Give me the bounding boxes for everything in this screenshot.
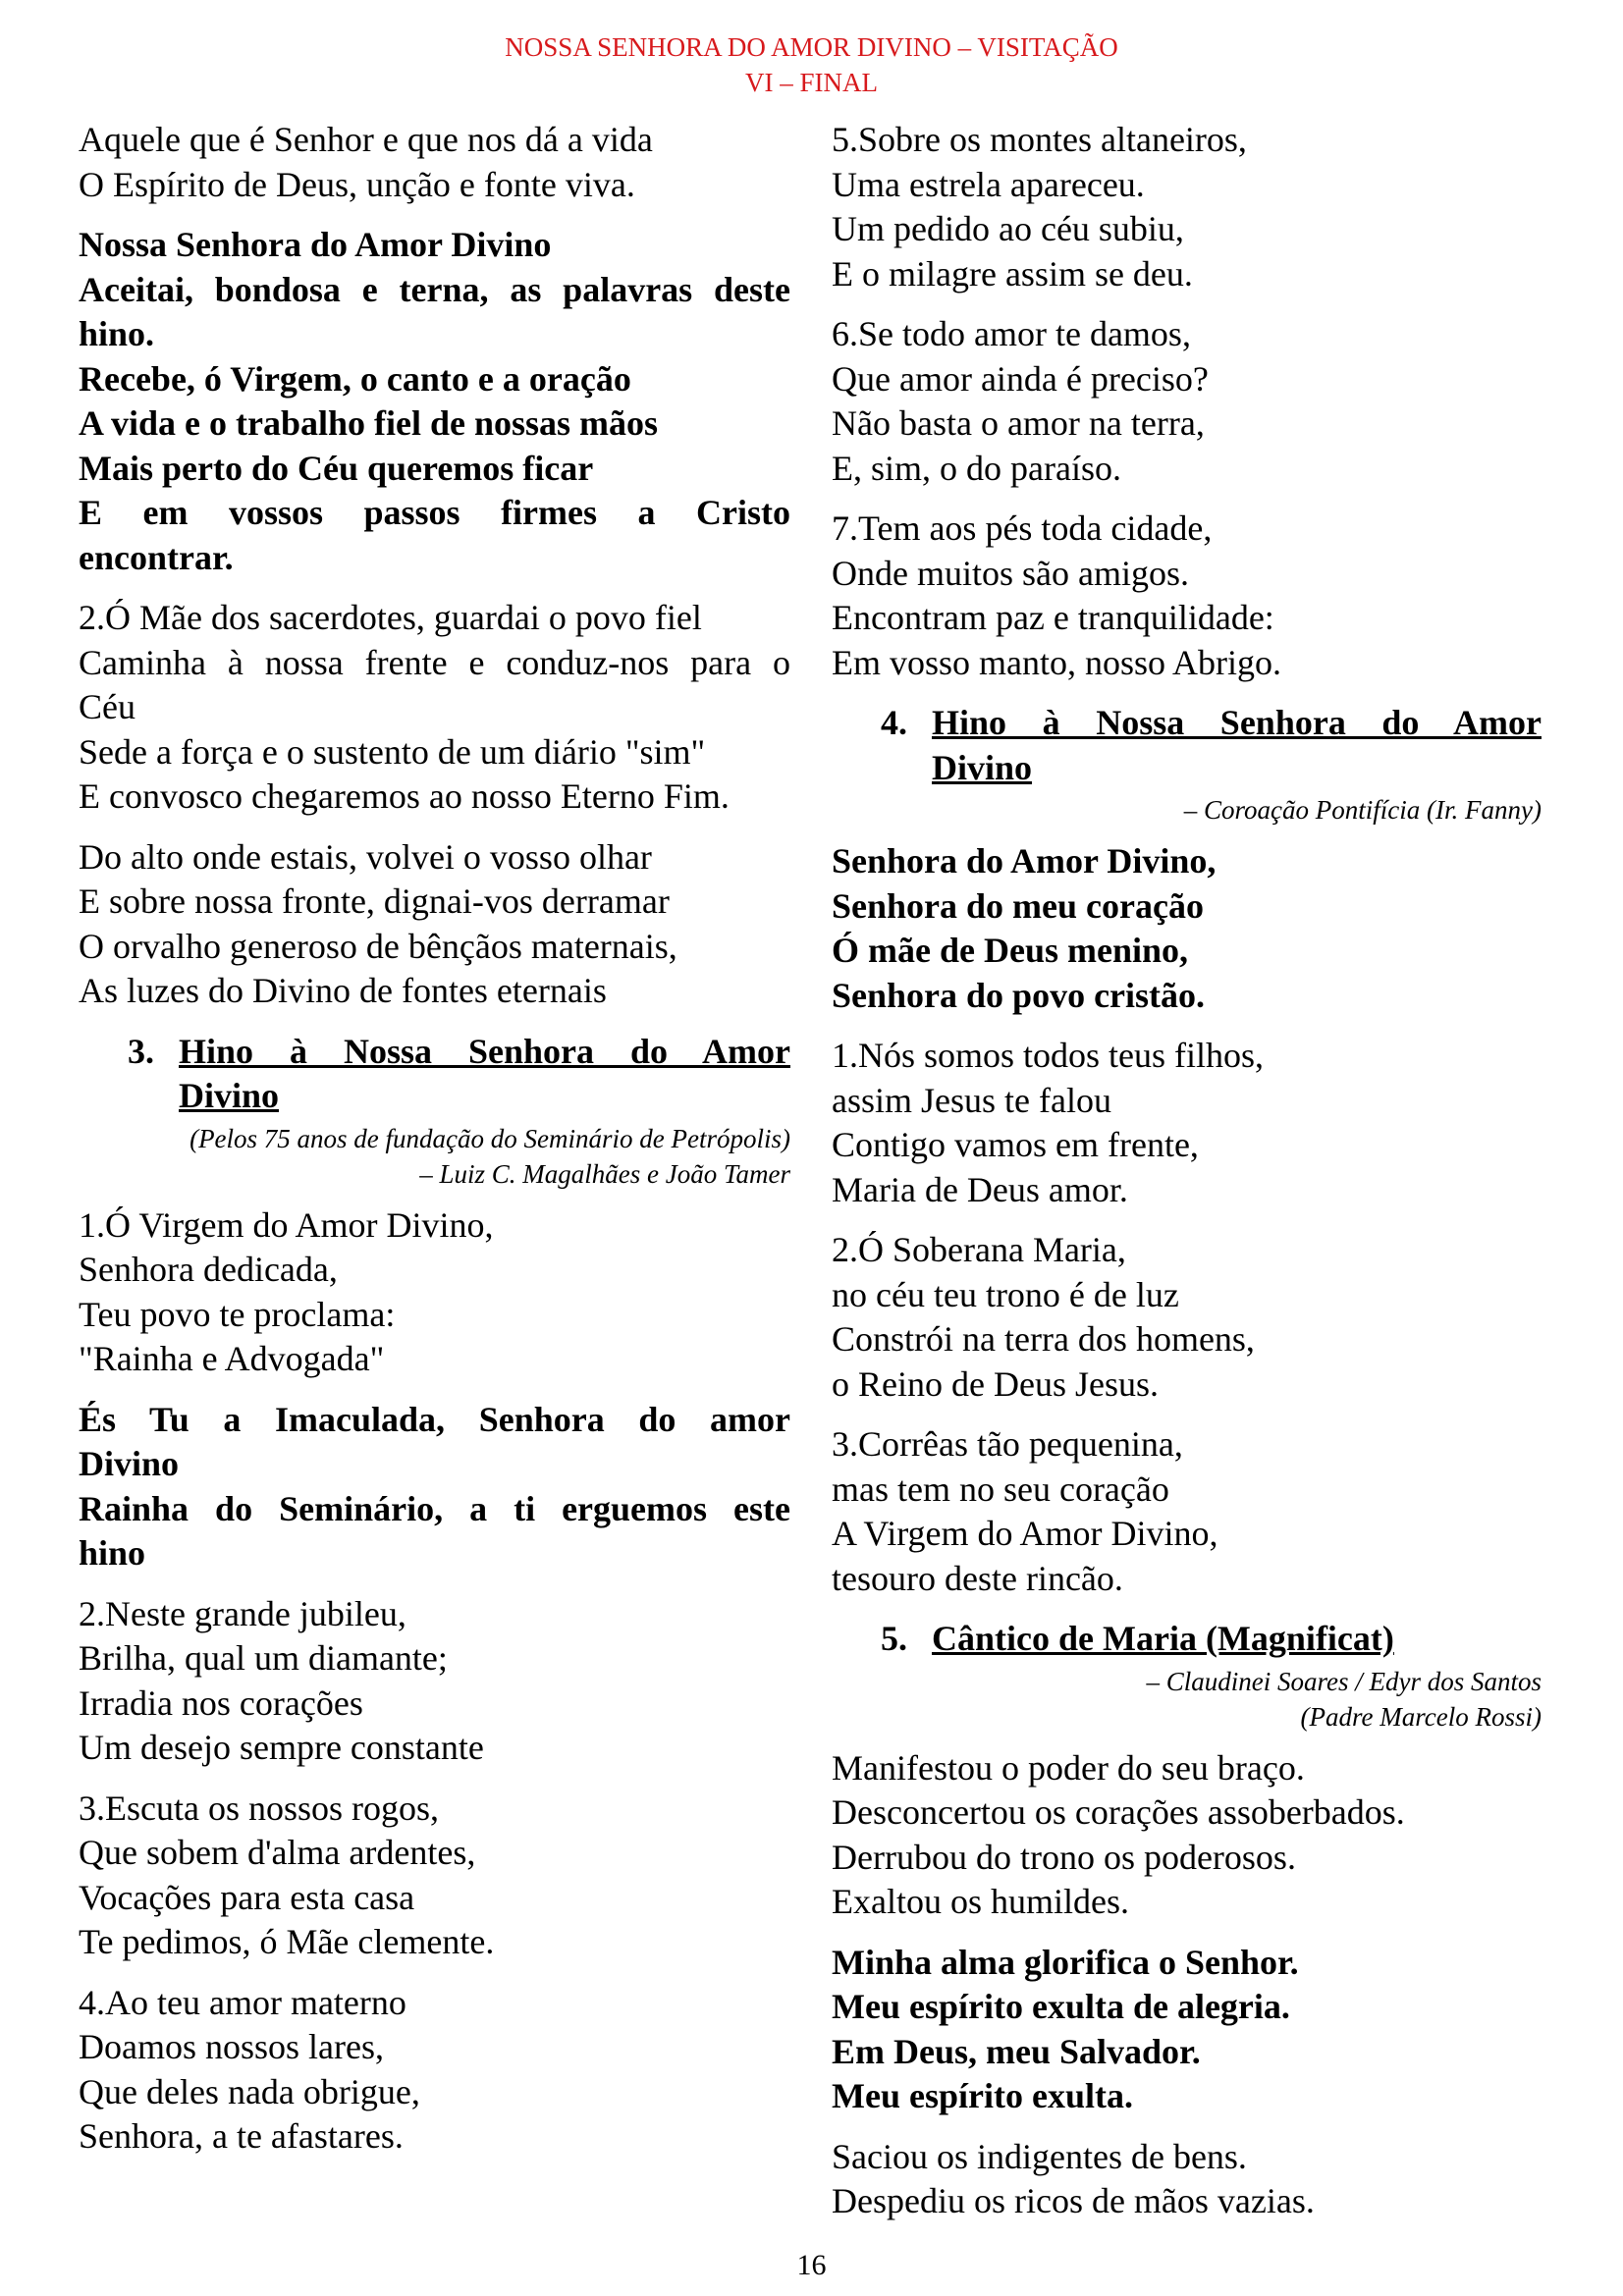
hymn-4-title: [832, 701, 1542, 790]
verse-line: 7.Tem aos pés toda cidade,: [832, 508, 1213, 548]
right-column: [832, 118, 1542, 2240]
verse-line: Caminha à nossa frente e conduz-nos para o: [79, 642, 790, 682]
page-header: [0, 29, 1623, 100]
hymn-title-line: Hino à Nossa Senhora do Amor: [179, 1031, 790, 1071]
stanza: [832, 1034, 1542, 1212]
verse-line: Maria de Deus amor.: [832, 1169, 1128, 1209]
hymn-title-line: Divino: [179, 1076, 280, 1115]
hymn-5-title: [832, 1617, 1542, 1662]
verse-line: 5.Sobre os montes altaneiros,: [832, 120, 1247, 159]
verse-line: no céu teu trono é de luz: [832, 1274, 1179, 1314]
hymn-3-credit: [79, 1121, 790, 1192]
verse-line: Exaltou os humildes.: [832, 1882, 1129, 1921]
stanza: [79, 1981, 790, 2160]
verse-line: Que sobem d'alma ardentes,: [79, 1833, 476, 1872]
verse-line: 6.Se todo amor te damos,: [832, 314, 1191, 353]
refrain-line: Senhora do povo cristão.: [832, 975, 1206, 1015]
verse-line: 4.Ao teu amor materno: [79, 1982, 406, 2022]
stanza: [832, 312, 1542, 491]
verse-line: Senhora dedicada,: [79, 1250, 338, 1289]
left-column: [79, 118, 790, 2175]
verse-line: mas tem no seu coração: [832, 1468, 1169, 1509]
verse-line: Doamos nossos lares,: [79, 2027, 384, 2066]
refrain-line: Recebe, ó Virgem, o canto e a oração: [79, 358, 631, 399]
verse-line: Não basta o amor na terra,: [832, 403, 1205, 443]
verse-line: Teu povo te proclama:: [79, 1294, 396, 1334]
credit-line: (Pelos 75 anos de fundação do Seminário de Petrópolis): [189, 1123, 790, 1153]
credit-line: – Claudinei Soares / Edyr dos Santos: [1146, 1666, 1542, 1696]
verse-line: 1.Nós somos todos teus filhos,: [832, 1036, 1265, 1075]
verse-line: Do alto onde estais, volvei o vosso olhar: [79, 836, 652, 877]
header-subtitle: VI – FINAL: [745, 68, 878, 97]
refrain-line: Nossa Senhora do Amor Divino: [79, 225, 552, 264]
verse-line: "Rainha e Advogada": [79, 1339, 385, 1378]
verse-line: E, sim, o do paraíso.: [832, 448, 1121, 488]
verse-line: E convosco chegaremos ao nosso Eterno Fim.: [79, 776, 730, 816]
refrain-line: hino.: [79, 314, 155, 353]
stanza: [832, 507, 1542, 685]
refrain-line: hino: [79, 1533, 146, 1573]
verse-line: assim Jesus te falou: [832, 1080, 1111, 1120]
hymn-title-line: Hino à Nossa Senhora do Amor: [932, 703, 1542, 742]
stanza: [79, 118, 790, 207]
verse-line: Céu: [79, 687, 135, 726]
verse-line: 2.Ó Mãe dos sacerdotes, guardai o povo fiel: [79, 598, 702, 637]
verse-line: Contigo vamos em frente,: [832, 1125, 1199, 1164]
stanza: [79, 596, 790, 820]
header-title: NOSSA SENHORA DO AMOR DIVINO – VISITAÇÃO: [505, 32, 1118, 62]
verse-line: Aquele que é Senhor e que nos dá a vida: [79, 120, 653, 159]
refrain-line: Aceitai, bondosa e terna, as palavras deste: [79, 269, 790, 309]
stanza: [832, 1746, 1542, 1925]
verse-line: tesouro deste rincão.: [832, 1558, 1123, 1598]
stanza: [79, 835, 790, 1014]
refrain-line: Minha alma glorifica o Senhor.: [832, 1942, 1299, 1982]
verse-line: Encontram paz e tranquilidade:: [832, 598, 1274, 637]
credit-line: (Padre Marcelo Rossi): [1300, 1701, 1542, 1732]
hymn-4-credit: [832, 792, 1542, 828]
stanza: [79, 1787, 790, 1965]
refrain-line: Divino: [79, 1444, 180, 1483]
verse-line: A Virgem do Amor Divino,: [832, 1514, 1218, 1553]
refrain-line: Em Deus, meu Salvador.: [832, 2031, 1201, 2071]
verse-line: Um desejo sempre constante: [79, 1728, 484, 1767]
verse-line: 2.Ó Soberana Maria,: [832, 1230, 1126, 1269]
page-number: 16: [796, 2249, 827, 2281]
verse-line: E sobre nossa fronte, dignai-vos derramar: [79, 881, 670, 921]
refrain-line: A vida e o trabalho fiel de nossas mãos: [79, 403, 659, 443]
refrain: [79, 1398, 790, 1576]
verse-line: Um pedido ao céu subiu,: [832, 209, 1184, 248]
credit-line: – Luiz C. Magalhães e João Tamer: [419, 1158, 790, 1189]
hymn-number: 3.: [128, 1031, 154, 1071]
refrain-line: Rainha do Seminário, a ti erguemos este: [79, 1488, 790, 1528]
verse-line: 1.Ó Virgem do Amor Divino,: [79, 1204, 494, 1245]
verse-line: Sede a força e o sustento de um diário "sim": [79, 731, 706, 772]
verse-line: 3.Corrêas tão pequenina,: [832, 1424, 1183, 1464]
refrain-line: Senhora do meu coração: [832, 885, 1204, 926]
verse-line: 2.Neste grande jubileu,: [79, 1593, 406, 1633]
credit-line: – Coroação Pontifícia (Ir. Fanny): [1183, 795, 1542, 825]
verse-line: O orvalho generoso de bênçãos maternais,: [79, 926, 677, 966]
verse-line: Que deles nada obrigue,: [79, 2071, 420, 2111]
hymn-number: 4.: [881, 703, 907, 742]
verse-line: Uma estrela apareceu.: [832, 164, 1145, 204]
verse-line: Que amor ainda é preciso?: [832, 358, 1209, 399]
verse-line: Saciou os indigentes de bens.: [832, 2136, 1247, 2176]
refrain-line: Meu espírito exulta.: [832, 2076, 1133, 2115]
verse-line: Senhora, a te afastares.: [79, 2116, 404, 2156]
hymn-title-line: Cântico de Maria (Magnificat): [932, 1619, 1394, 1658]
stanza: [832, 1422, 1542, 1601]
verse-line: o Reino de Deus Jesus.: [832, 1363, 1159, 1404]
stanza: [79, 1203, 790, 1382]
verse-line: Irradia nos corações: [79, 1682, 363, 1723]
verse-line: O Espírito de Deus, unção e fonte viva.: [79, 164, 635, 204]
verse-line: Em vosso manto, nosso Abrigo.: [832, 642, 1282, 682]
verse-line: 3.Escuta os nossos rogos,: [79, 1788, 439, 1828]
verse-line: Desconcertou os corações assoberbados.: [832, 1792, 1405, 1832]
verse-line: E o milagre assim se deu.: [832, 253, 1193, 294]
stanza: [832, 1228, 1542, 1407]
verse-line: As luzes do Divino de fontes eternais: [79, 971, 607, 1010]
verse-line: Brilha, qual um diamante;: [79, 1638, 448, 1678]
verse-line: Despediu os ricos de mãos vazias.: [832, 2181, 1315, 2220]
refrain-line: Mais perto do Céu queremos ficar: [79, 448, 594, 488]
refrain-line: Ó mãe de Deus menino,: [832, 931, 1188, 970]
verse-line: Vocações para esta casa: [79, 1877, 415, 1917]
refrain: [832, 1941, 1542, 2119]
stanza: [832, 118, 1542, 296]
refrain: [832, 839, 1542, 1018]
hymn-number: 5.: [881, 1619, 907, 1658]
refrain-line: Senhora do Amor Divino,: [832, 841, 1217, 881]
refrain-line: Meu espírito exulta de alegria.: [832, 1987, 1290, 2026]
stanza: [832, 2135, 1542, 2224]
hymn-title-line: Divino: [932, 747, 1033, 787]
refrain: [79, 223, 790, 580]
hymn-5-credit: [832, 1664, 1542, 1735]
verse-line: Manifestou o poder do seu braço.: [832, 1747, 1305, 1788]
refrain-line: E em vossos passos firmes a Cristo: [79, 493, 790, 532]
verse-line: Onde muitos são amigos.: [832, 553, 1189, 593]
verse-line: Constrói na terra dos homens,: [832, 1319, 1255, 1359]
verse-line: Derrubou do trono os poderosos.: [832, 1837, 1296, 1877]
stanza: [79, 1592, 790, 1771]
refrain-line: És Tu a Imaculada, Senhora do amor: [79, 1399, 790, 1439]
verse-line: Te pedimos, ó Mãe clemente.: [79, 1922, 495, 1961]
refrain-line: encontrar.: [79, 537, 234, 577]
hymn-3-title: [79, 1030, 790, 1119]
